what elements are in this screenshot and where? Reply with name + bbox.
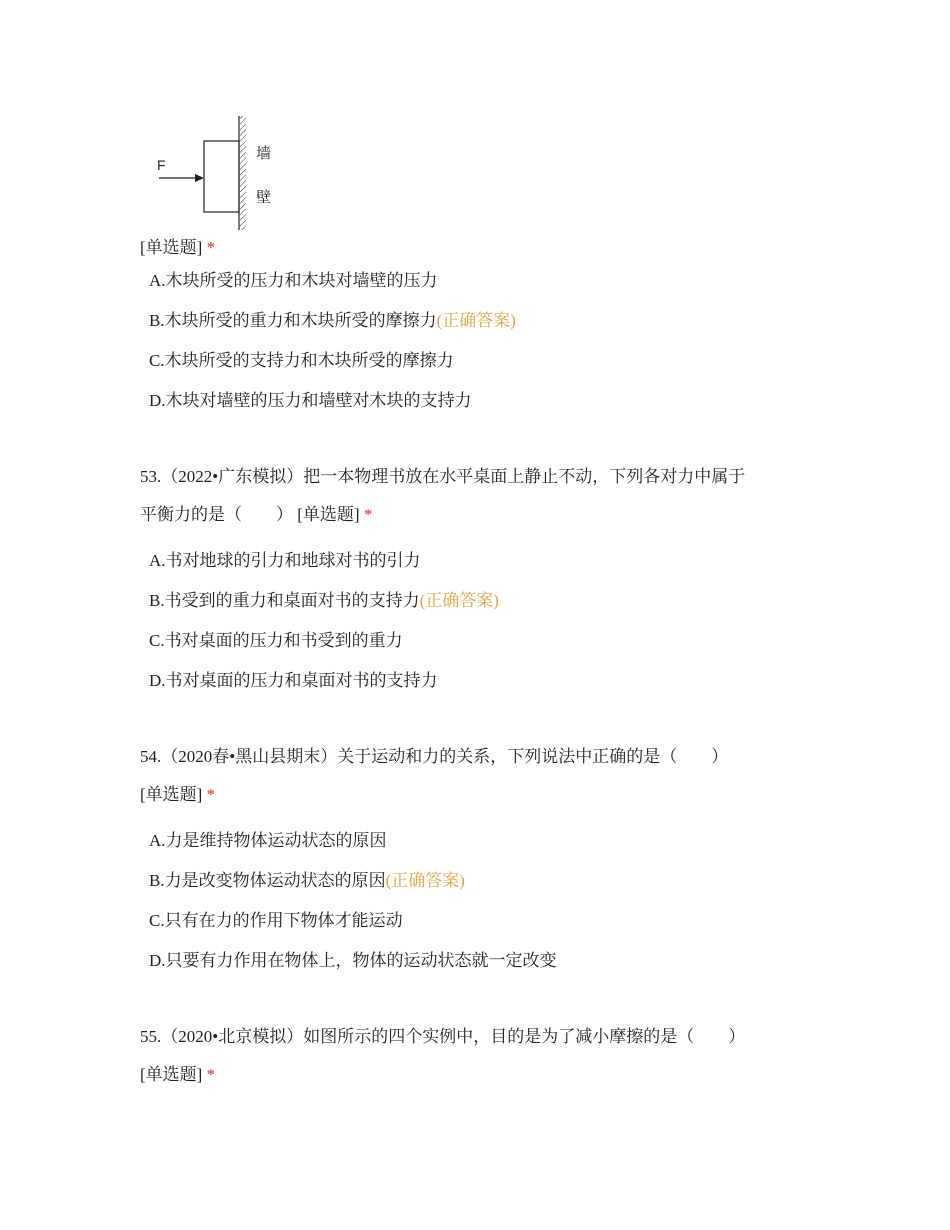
- q53-option-a[interactable]: A.书对地球的引力和地球对书的引力: [149, 551, 421, 570]
- question-type-tag: [单选题]: [140, 1065, 203, 1084]
- q55-type-line: [140, 1063, 215, 1087]
- correct-answer-tag: (正确答案): [436, 311, 516, 330]
- q53-option-d[interactable]: D.书对桌面的压力和桌面对书的支持力: [149, 671, 438, 690]
- q54-option-d[interactable]: D.只要有力作用在物体上，物体的运动状态就一定改变: [149, 951, 557, 970]
- correct-answer-tag: (正确答案): [385, 871, 465, 890]
- q54-option-c[interactable]: C.只有在力的作用下物体才能运动: [149, 911, 403, 930]
- q52-option-d[interactable]: D.木块对墙壁的压力和墙壁对木块的支持力: [149, 391, 472, 410]
- q53-stem-text: 平衡力的是（ ）: [140, 505, 293, 524]
- q54-type-line: [140, 783, 215, 807]
- force-label: F: [157, 157, 166, 173]
- wooden-block: [204, 141, 239, 212]
- q54-stem-line-1: 54.（2020春•黑山县期末）关于运动和力的关系，下列说法中正确的是（ ）: [140, 747, 729, 766]
- wall-label-1: 墙: [256, 144, 272, 162]
- block-wall-figure: [150, 112, 280, 234]
- q53-stem-line-1: 53.（2022•广东模拟）把一本物理书放在水平桌面上静止不动，下列各对力中属于: [140, 467, 746, 486]
- q52-option-c[interactable]: C.木块所受的支持力和木块所受的摩擦力: [149, 351, 454, 370]
- question-type-tag: [单选题]: [297, 505, 360, 524]
- wall-label-2: 壁: [256, 188, 272, 206]
- q54-option-a[interactable]: A.力是维持物体运动状态的原因: [149, 831, 387, 850]
- q53-stem-line-2: [140, 503, 372, 527]
- correct-answer-tag: (正确答案): [419, 591, 499, 610]
- required-mark: *: [206, 785, 216, 804]
- question-type-tag: [单选题]: [140, 238, 203, 257]
- q54-option-b[interactable]: B.力是改变物体运动状态的原因(正确答案): [149, 871, 465, 890]
- force-arrow-head: [195, 174, 204, 182]
- q52-option-b[interactable]: B.木块所受的重力和木块所受的摩擦力(正确答案): [149, 311, 516, 330]
- required-mark: *: [206, 1065, 216, 1084]
- q53-option-c[interactable]: C.书对桌面的压力和书受到的重力: [149, 631, 403, 650]
- required-mark: *: [206, 238, 216, 257]
- q55-stem-line-1: 55.（2020•北京模拟）如图所示的四个实例中，目的是为了减小摩擦的是（ ）: [140, 1027, 746, 1046]
- q52-type-line: [140, 236, 215, 260]
- question-type-tag: [单选题]: [140, 785, 203, 804]
- q52-option-a[interactable]: A.木块所受的压力和木块对墙壁的压力: [149, 271, 438, 290]
- q53-option-b[interactable]: B.书受到的重力和桌面对书的支持力(正确答案): [149, 591, 499, 610]
- wall-hatching: [240, 116, 246, 230]
- required-mark: *: [363, 505, 373, 524]
